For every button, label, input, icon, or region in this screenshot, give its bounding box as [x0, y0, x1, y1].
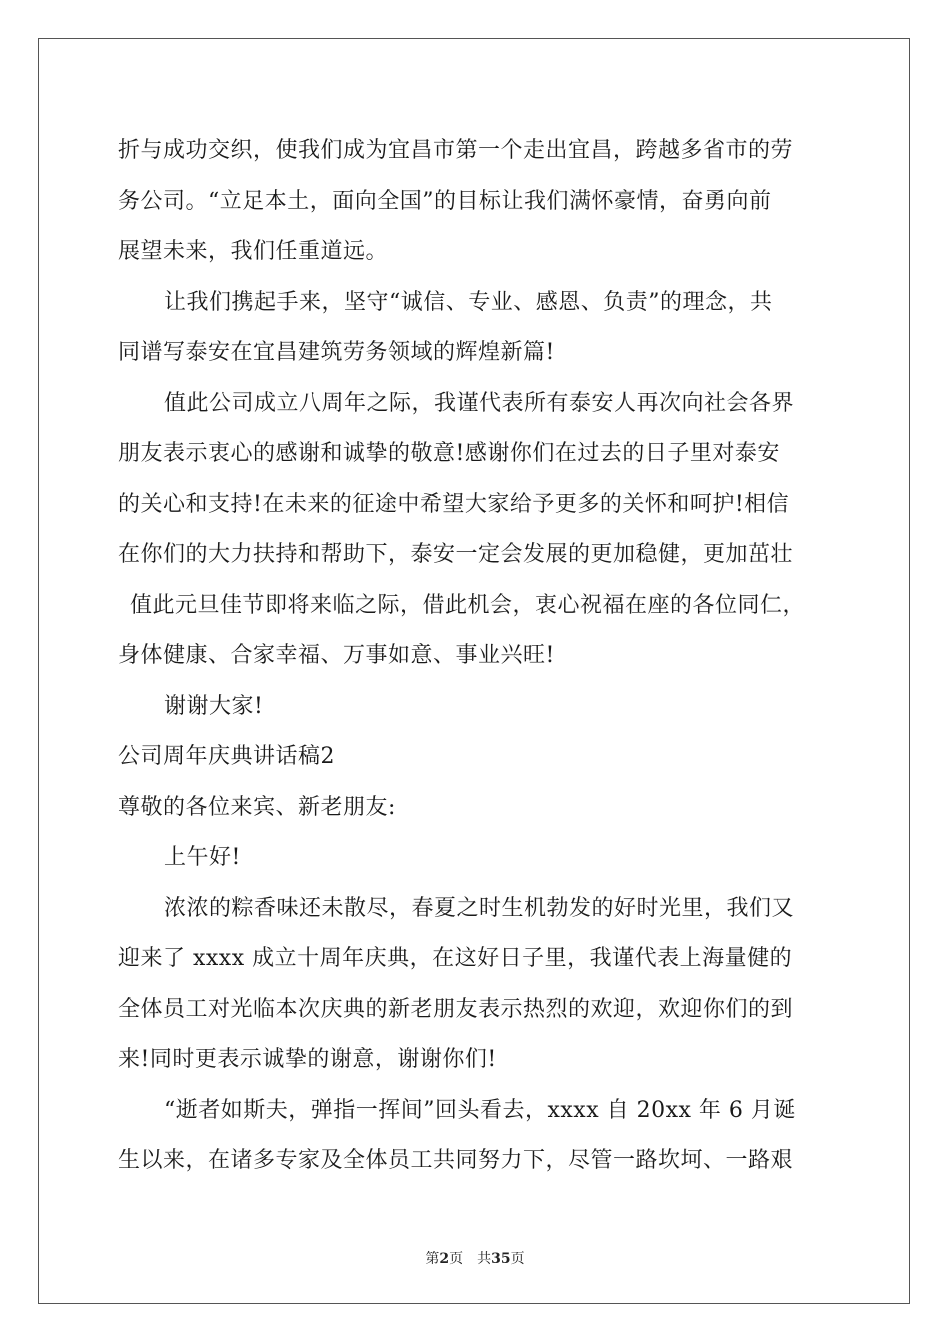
page-mid: 页 共	[449, 1251, 492, 1267]
page-prefix: 第	[425, 1251, 440, 1267]
paragraph-start-line: “逝者如斯夫，弹指一挥间”回头看去，xxxx 自 20xx 年 6 月诞	[164, 1097, 796, 1123]
greeting: 上午好!	[164, 845, 241, 870]
text-line: 折与成功交织，使我们成为宜昌市第一个走出宜昌，跨越多省市的劳	[118, 138, 794, 163]
total-page-number: 35	[491, 1251, 511, 1267]
text-line: 的关心和支持!在未来的征途中希望大家给予更多的关怀和呵护!相信	[118, 491, 790, 517]
page-suffix: 页	[510, 1251, 525, 1267]
text-line: 身体健康、合家幸福、万事如意、事业兴旺!	[118, 643, 555, 668]
current-page-number: 2	[439, 1251, 450, 1267]
text-line: 生以来，在诸多专家及全体员工共同努力下，尽管一路坎坷、一路艰	[118, 1148, 794, 1173]
text-line: 在你们的大力扶持和帮助下，泰安一定会发展的更加稳健，更加茁壮	[118, 542, 794, 567]
page-number-footer	[0, 1248, 950, 1268]
text-line: 同谱写泰安在宜昌建筑劳务领域的辉煌新篇!	[118, 340, 555, 365]
paragraph-start-line: 浓浓的粽香味还未散尽，春夏之时生机勃发的好时光里，我们又	[164, 895, 795, 921]
text-line: 迎来了 xxxx 成立十周年庆典，在这好日子里，我谨代表上海量健的	[118, 946, 793, 971]
text-line: 朋友表示衷心的感谢和诚挚的敬意!感谢你们在过去的日子里对泰安	[118, 441, 780, 466]
document-body	[118, 126, 838, 1187]
paragraph-start-line: 让我们携起手来，坚守“诚信、专业、感恩、负责”的理念，共	[164, 289, 773, 315]
paragraph-start-line: 值此元旦佳节即将来临之际，借此机会，衷心祝福在座的各位同仁，	[130, 592, 806, 618]
closing-line: 谢谢大家!	[164, 693, 264, 719]
text-line: 全体员工对光临本次庆典的新老朋友表示热烈的欢迎，欢迎你们的到	[118, 996, 794, 1022]
text-line: 展望未来，我们任重道远。	[118, 239, 389, 264]
section-heading: 公司周年庆典讲话稿2	[118, 744, 335, 769]
paragraph-start-line: 值此公司成立八周年之际，我谨代表所有泰安人再次向社会各界	[164, 390, 795, 416]
text-line: 务公司。“立足本土，面向全国”的目标让我们满怀豪情，奋勇向前	[118, 188, 772, 214]
salutation: 尊敬的各位来宾、新老朋友:	[118, 794, 396, 820]
text-line: 来!同时更表示诚挚的谢意，谢谢你们!	[118, 1047, 497, 1072]
